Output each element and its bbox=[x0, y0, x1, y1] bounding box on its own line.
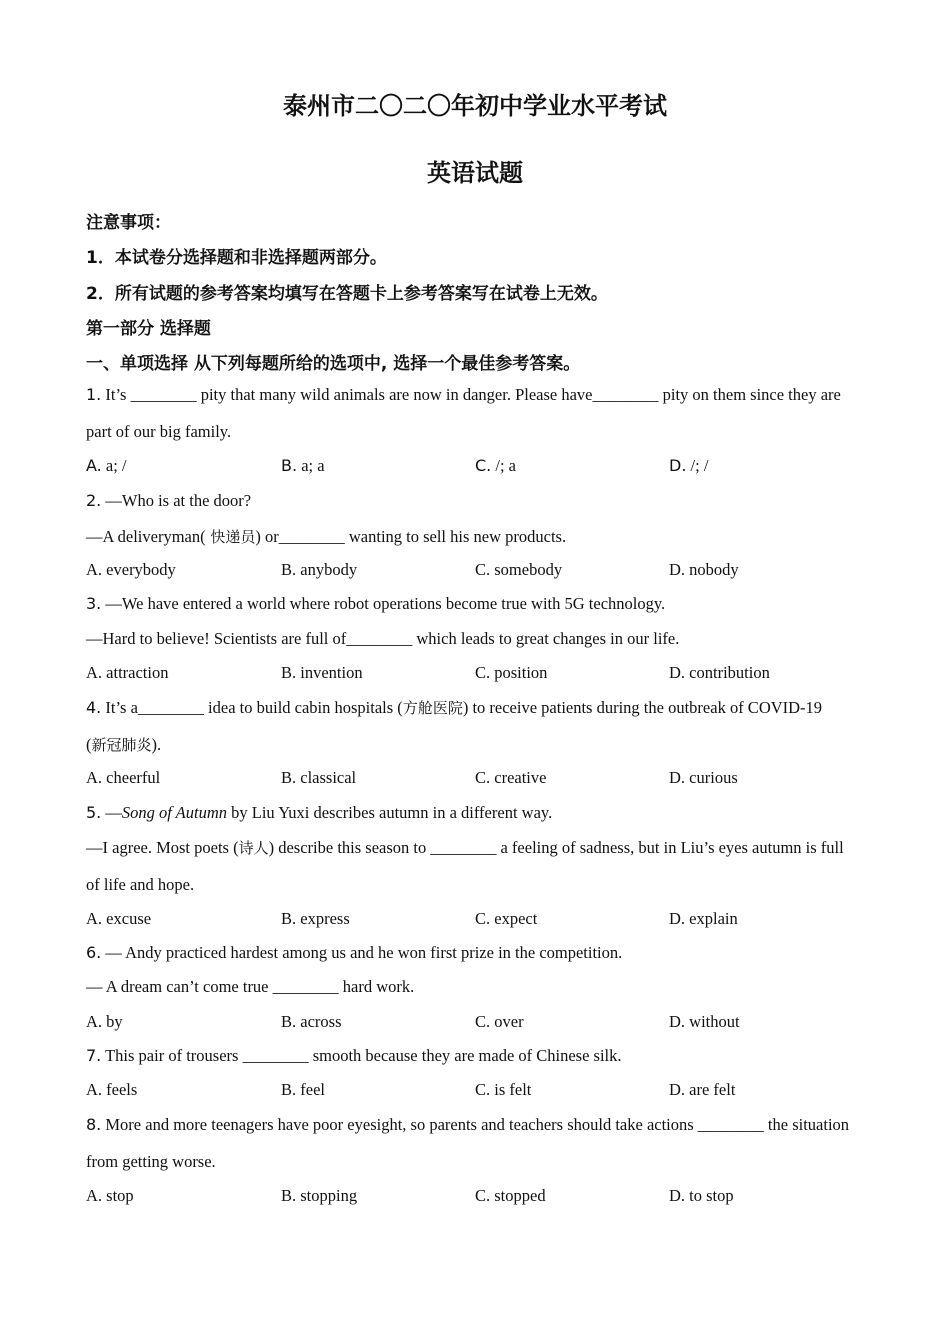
question-6-cont: — A dream can’t come true ________ hard work. bbox=[86, 977, 415, 996]
option-d[interactable]: D. nobody bbox=[669, 560, 739, 579]
question-1-cont: part of our big family. bbox=[86, 422, 232, 441]
question-text: — Andy practiced hardest among us and he won first prize in the competition. bbox=[101, 943, 623, 962]
option-c[interactable]: C. expect bbox=[475, 909, 538, 928]
question-6 bbox=[86, 943, 876, 963]
question-number: 2. bbox=[86, 491, 102, 510]
option-c[interactable]: C. position bbox=[475, 663, 548, 682]
option-a[interactable]: A. everybody bbox=[86, 560, 176, 579]
note-2: 2．所有试题的参考答案均填写在答题卡上参考答案写在试卷上无效。 bbox=[86, 284, 608, 304]
question-1 bbox=[86, 385, 876, 405]
option-a[interactable]: A. a; / bbox=[86, 456, 127, 475]
question-8-cont: from getting worse. bbox=[86, 1152, 216, 1171]
question-4-cont: (新冠肺炎). bbox=[86, 735, 162, 754]
question-number: 4. bbox=[86, 698, 102, 717]
question-number: 6. bbox=[86, 943, 102, 962]
exam-subtitle: 英语试题 bbox=[427, 159, 523, 187]
option-a[interactable]: A. attraction bbox=[86, 663, 169, 682]
option-c[interactable]: C. over bbox=[475, 1012, 524, 1031]
option-c[interactable]: C. is felt bbox=[475, 1080, 532, 1099]
question-5-cont2: of life and hope. bbox=[86, 875, 195, 894]
option-a[interactable]: A. feels bbox=[86, 1080, 138, 1099]
option-c[interactable]: C. somebody bbox=[475, 560, 563, 579]
question-text: More and more teenagers have poor eyesight, so parents and teachers should take actions ________ the situation bbox=[101, 1115, 850, 1134]
question-7 bbox=[86, 1046, 876, 1066]
option-a[interactable]: A. by bbox=[86, 1012, 123, 1031]
option-b[interactable]: B. stopping bbox=[281, 1186, 358, 1205]
option-b[interactable]: B. classical bbox=[281, 768, 357, 787]
option-d[interactable]: D. to stop bbox=[669, 1186, 734, 1205]
option-b[interactable]: B. across bbox=[281, 1012, 342, 1031]
part-heading: 第一部分 选择题 bbox=[86, 319, 211, 339]
question-number: 5. bbox=[86, 803, 102, 822]
question-2 bbox=[86, 491, 876, 511]
option-a[interactable]: A. cheerful bbox=[86, 768, 161, 787]
section-heading: 一、单项选择 从下列每题所给的选项中, 选择一个最佳参考答案。 bbox=[86, 354, 581, 374]
question-text: It’s ________ pity that many wild animals are now in danger. Please have________ pity on them since they are bbox=[101, 385, 841, 404]
option-b[interactable]: B. express bbox=[281, 909, 350, 928]
question-text: This pair of trousers ________ smooth because they are made of Chinese silk. bbox=[101, 1046, 622, 1065]
option-c[interactable]: C. creative bbox=[475, 768, 547, 787]
question-number: 7. bbox=[86, 1046, 102, 1065]
option-b[interactable]: B. invention bbox=[281, 663, 363, 682]
exam-title: 泰州市二〇二〇年初中学业水平考试 bbox=[283, 92, 667, 120]
option-b[interactable]: B. feel bbox=[281, 1080, 325, 1099]
question-8 bbox=[86, 1115, 876, 1135]
option-d[interactable]: D. without bbox=[669, 1012, 740, 1031]
option-c[interactable]: C. /; a bbox=[475, 456, 517, 475]
question-5: 5. —Song of Autumn by Liu Yuxi describes autumn in a different way. bbox=[86, 803, 553, 822]
option-d[interactable]: D. are felt bbox=[669, 1080, 736, 1099]
question-number: 3. bbox=[86, 594, 102, 613]
question-number: 1. bbox=[86, 385, 102, 404]
option-d[interactable]: D. /; / bbox=[669, 456, 709, 475]
option-a[interactable]: A. stop bbox=[86, 1186, 134, 1205]
option-b[interactable]: B. a; a bbox=[281, 456, 325, 475]
question-5-cont: —I agree. Most poets (诗人) describe this season to ________ a feeling of sadness, but in Liu’s eyes autumn is full bbox=[86, 838, 844, 857]
question-3-cont: —Hard to believe! Scientists are full of________ which leads to great changes in our life. bbox=[86, 629, 680, 648]
question-text: —Who is at the door? bbox=[101, 491, 252, 510]
question-number: 8. bbox=[86, 1115, 102, 1134]
notes-heading: 注意事项： bbox=[86, 213, 171, 233]
option-a[interactable]: A. excuse bbox=[86, 909, 152, 928]
question-3 bbox=[86, 594, 876, 614]
option-c[interactable]: C. stopped bbox=[475, 1186, 546, 1205]
option-b[interactable]: B. anybody bbox=[281, 560, 358, 579]
option-d[interactable]: D. curious bbox=[669, 768, 738, 787]
question-text: —We have entered a world where robot operations become true with 5G technology. bbox=[101, 594, 666, 613]
question-2-cont: —A deliveryman( 快递员) or________ wanting to sell his new products. bbox=[86, 527, 567, 546]
option-d[interactable]: D. explain bbox=[669, 909, 738, 928]
note-1: 1．本试卷分选择题和非选择题两部分。 bbox=[86, 248, 387, 268]
question-4: 4. It’s a________ idea to build cabin hospitals (方舱医院) to receive patients during the outbreak of COVID-19 bbox=[86, 698, 823, 717]
option-d[interactable]: D. contribution bbox=[669, 663, 770, 682]
